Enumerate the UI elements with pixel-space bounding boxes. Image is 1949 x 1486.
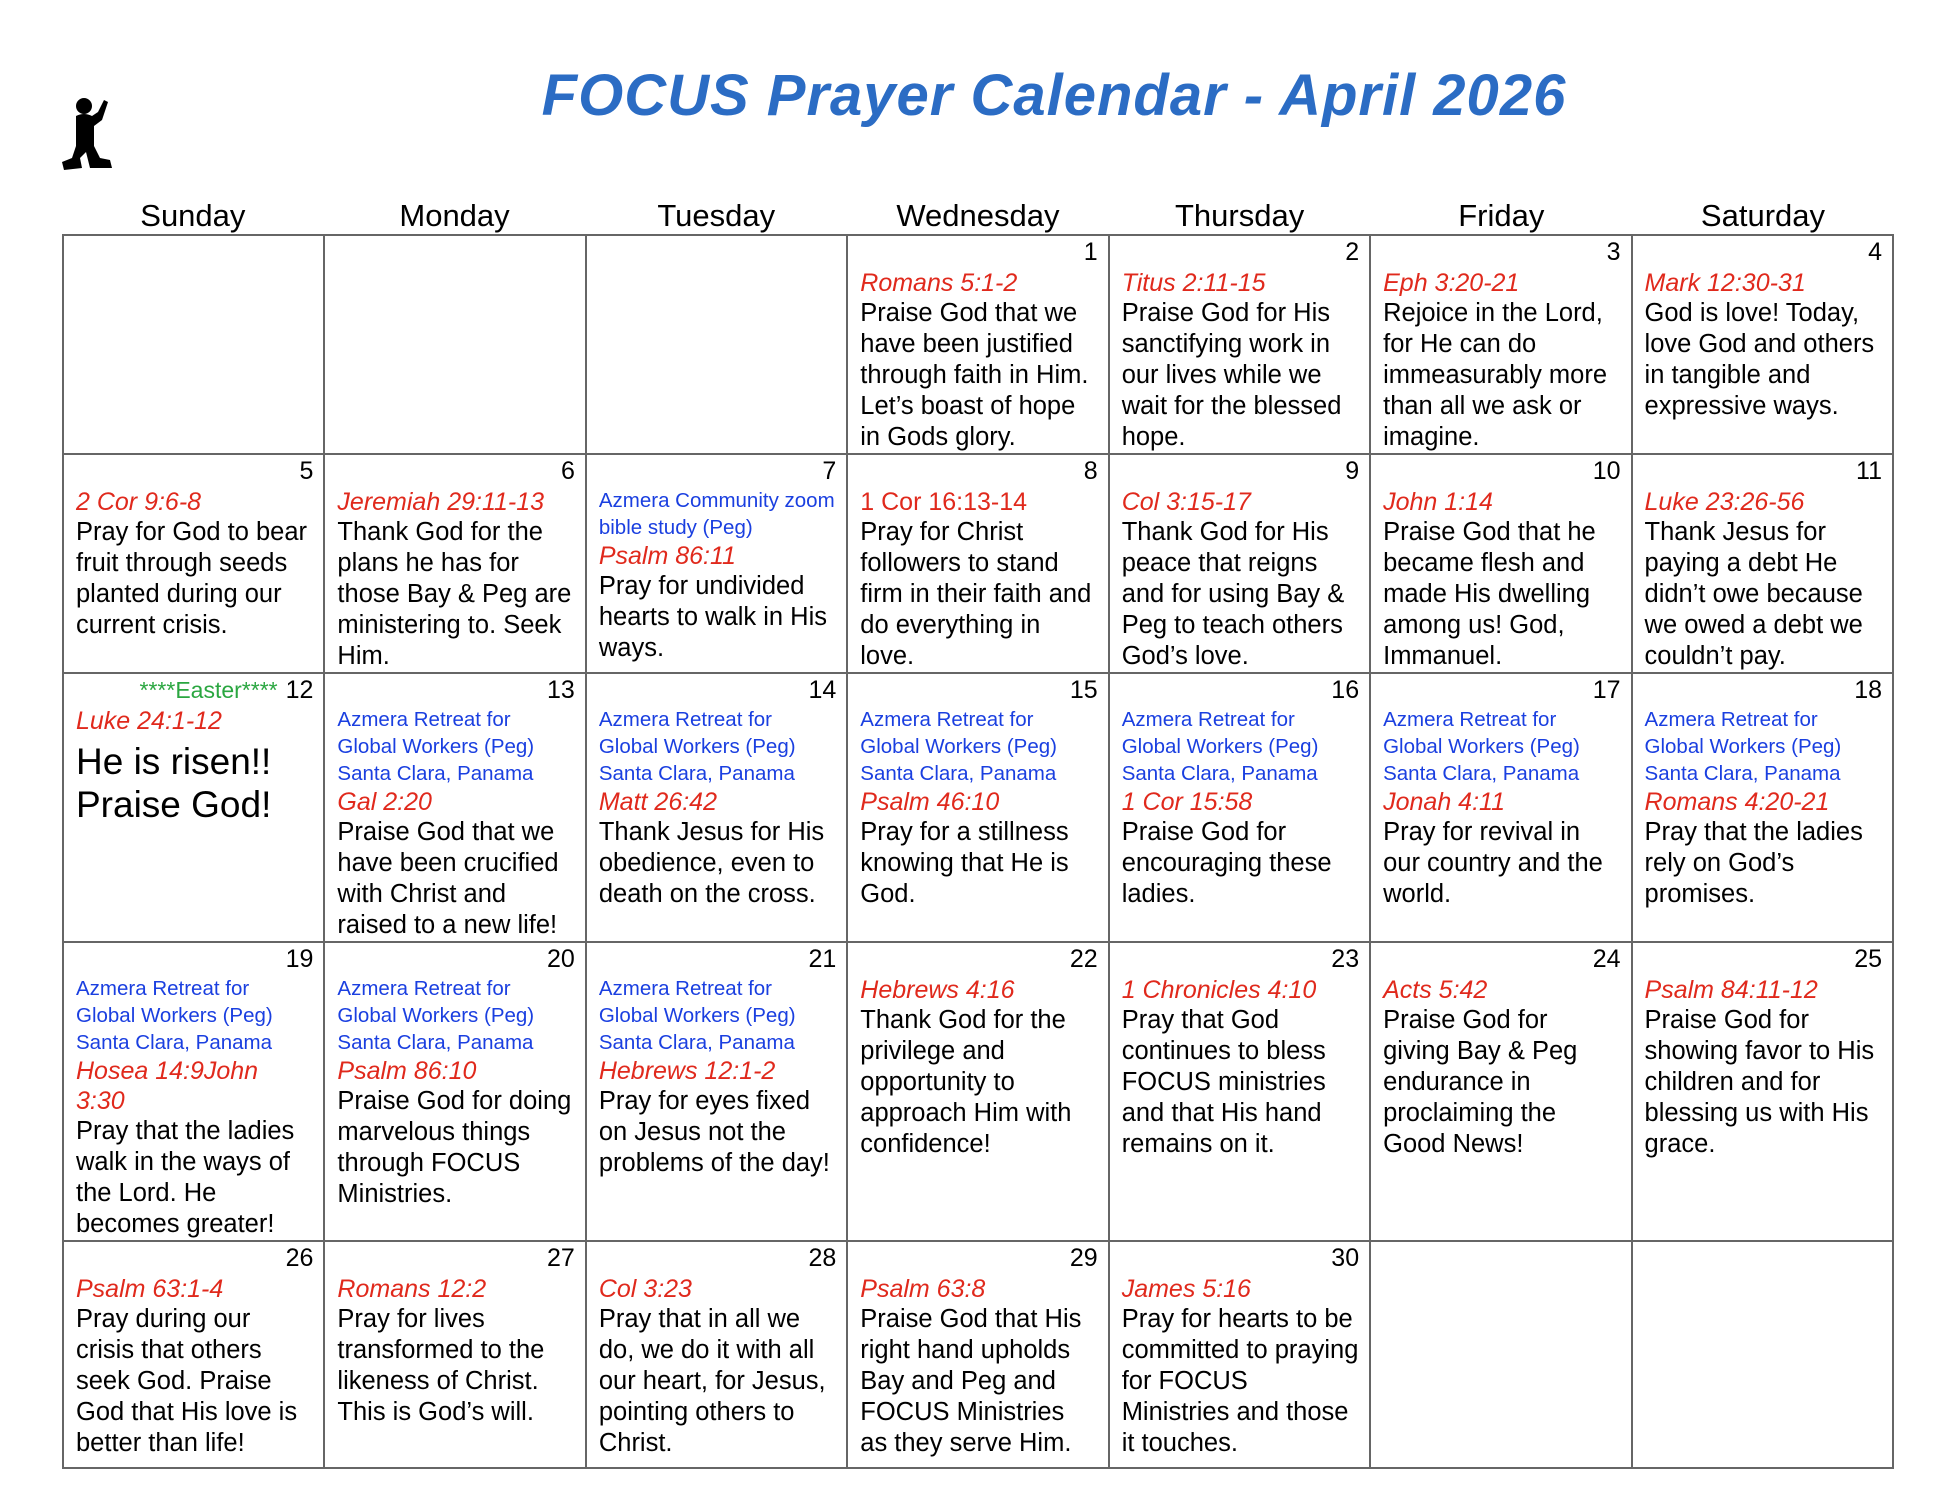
verse-reference: Hebrews 12:1-2 — [598, 1057, 776, 1085]
empty-day-cell — [586, 235, 847, 454]
day-cell — [1632, 942, 1893, 1241]
day-cell — [1370, 942, 1631, 1241]
empty-day-cell — [324, 235, 585, 454]
event-note: Azmera Community zoom bible study (Peg) — [598, 489, 835, 539]
prayer-text: Pray during our crisis that others seek God. Praise God that His love is better than life! — [76, 1305, 298, 1457]
day-number: 19 — [285, 945, 314, 973]
event-note: Azmera Retreat for Global Workers (Peg) Santa Clara, Panama — [1644, 708, 1842, 785]
prayer-text: Pray for eyes fixed on Jesus not the problems of the day! — [598, 1087, 830, 1177]
day-cell — [586, 673, 847, 942]
day-number: 22 — [1069, 945, 1098, 973]
day-cell — [324, 454, 585, 673]
day-number: 17 — [1592, 676, 1621, 704]
event-note: Azmera Retreat for Global Workers (Peg) Santa Clara, Panama — [860, 708, 1057, 785]
verse-reference: Psalm 86:11 — [598, 542, 736, 570]
day-number: 24 — [1592, 945, 1621, 973]
verse-reference: 2 Cor 9:6-8 — [76, 488, 202, 516]
day-number: 20 — [547, 945, 575, 973]
verse-reference: Romans 5:1-2 — [860, 269, 1018, 297]
week-row — [63, 673, 1893, 942]
empty-day-cell — [63, 235, 324, 454]
week-row — [63, 1241, 1893, 1468]
empty-day-cell — [1370, 1241, 1631, 1468]
prayer-text: Thank Jesus for paying a debt He didn’t owe because we owed a debt we couldn’t pay. — [1644, 518, 1863, 670]
day-number: 7 — [822, 457, 837, 485]
day-number: 18 — [1854, 676, 1882, 704]
prayer-text: Pray that the ladies walk in the ways of the Lord. He becomes greater! — [76, 1117, 295, 1238]
prayer-text: God is love! Today, love God and others in tangible and expressive ways. — [1644, 299, 1875, 420]
day-cell — [63, 454, 324, 673]
weekday-wednesday: Wednesday — [896, 198, 1060, 233]
prayer-text: Pray that God continues to bless FOCUS ministries and that His hand remains on it. — [1121, 1006, 1326, 1158]
weekday-friday: Friday — [1458, 198, 1545, 233]
verse-reference: Jonah 4:11 — [1383, 788, 1505, 816]
day-number: 6 — [560, 457, 575, 485]
day-cell — [586, 1241, 847, 1468]
verse-reference: Gal 2:20 — [337, 788, 432, 816]
day-number: 27 — [547, 1244, 575, 1272]
day-cell — [586, 454, 847, 673]
week-row — [63, 235, 1893, 454]
day-number: 15 — [1069, 676, 1098, 704]
day-number: 14 — [808, 676, 837, 704]
prayer-text: Thank God for His peace that reigns and for using Bay & Peg to teach others God’s love. — [1121, 518, 1345, 670]
day-number: 12 — [285, 676, 314, 704]
day-number: 3 — [1606, 238, 1621, 266]
verse-reference: 1 Cor 16:13-14 — [860, 488, 1028, 516]
verse-reference: Romans 12:2 — [337, 1275, 487, 1303]
weekday-monday: Monday — [399, 198, 510, 233]
day-cell — [847, 673, 1108, 942]
day-cell — [63, 942, 324, 1241]
prayer-text: Pray for a stillness knowing that He is God. — [860, 818, 1069, 908]
verse-reference: 1 Chronicles 4:10 — [1121, 976, 1317, 1004]
day-number: 29 — [1069, 1244, 1098, 1272]
day-cell — [1632, 235, 1893, 454]
verse-reference: Psalm 46:10 — [860, 788, 1000, 816]
day-number: 26 — [285, 1244, 314, 1272]
verse-reference: Psalm 63:8 — [860, 1275, 986, 1303]
verse-reference: Psalm 63:1-4 — [76, 1275, 224, 1303]
prayer-text: Pray for Christ followers to stand firm in their faith and do everything in love. — [860, 518, 1092, 670]
day-cell — [847, 1241, 1108, 1468]
day-cell — [1632, 454, 1893, 673]
prayer-text: Praise God for doing marvelous things through FOCUS Ministries. — [337, 1087, 572, 1208]
weekday-header-row — [62, 198, 1894, 236]
easter-label: ****Easter**** — [139, 677, 278, 703]
day-cell — [847, 454, 1108, 673]
prayer-text: Thank God for the privilege and opportunity to approach Him with confidence! — [860, 1006, 1072, 1158]
day-number: 4 — [1868, 238, 1882, 266]
verse-reference: 1 Cor 15:58 — [1121, 788, 1253, 816]
day-cell — [1632, 673, 1893, 942]
verse-reference: James 5:16 — [1121, 1275, 1251, 1303]
prayer-text: Praise God for showing favor to His children and for blessing us with His grace. — [1644, 1006, 1875, 1158]
event-note: Azmera Retreat for Global Workers (Peg) Santa Clara, Panama — [1383, 708, 1580, 785]
weekday-thursday: Thursday — [1174, 198, 1305, 233]
weekday-saturday: Saturday — [1700, 198, 1825, 233]
calendar-grid — [62, 234, 1894, 1469]
day-number: 21 — [808, 945, 837, 973]
day-number: 11 — [1856, 457, 1882, 485]
day-cell — [63, 1241, 324, 1468]
verse-reference: Titus 2:11-15 — [1121, 269, 1266, 297]
day-number: 25 — [1854, 945, 1882, 973]
day-cell — [847, 942, 1108, 1241]
verse-reference: Matt 26:42 — [598, 788, 717, 816]
day-number: 9 — [1345, 457, 1360, 485]
verse-reference: Col 3:15-17 — [1121, 488, 1251, 516]
prayer-text: Praise God for encouraging these ladies. — [1121, 818, 1332, 908]
week-row — [63, 942, 1893, 1241]
day-cell — [847, 235, 1108, 454]
event-note: Azmera Retreat for Global Workers (Peg) Santa Clara, Panama — [76, 977, 273, 1054]
day-cell — [1109, 235, 1370, 454]
verse-reference: Hebrews 4:16 — [860, 976, 1015, 1004]
prayer-text: Praise God that we have been crucified with Christ and raised to a new life! — [337, 818, 559, 939]
verse-reference: Acts 5:42 — [1383, 976, 1488, 1004]
prayer-text: Praise God for His sanctifying work in our lives while we wait for the blessed hope. — [1121, 299, 1342, 451]
verse-reference: Psalm 84:11-12 — [1644, 976, 1818, 1004]
prayer-text: Thank Jesus for His obedience, even to death on the cross. — [598, 818, 825, 908]
verse-reference: Mark 12:30-31 — [1644, 269, 1806, 297]
day-cell — [1109, 1241, 1370, 1468]
event-note: Azmera Retreat for Global Workers (Peg) Santa Clara, Panama — [337, 708, 535, 785]
prayer-text: Pray that in all we do, we do it with all our heart, for Jesus, pointing others to Christ. — [598, 1305, 826, 1457]
verse-reference: John 1:14 — [1383, 488, 1493, 516]
event-note: Azmera Retreat for Global Workers (Peg) Santa Clara, Panama — [598, 977, 796, 1054]
prayer-text: Pray for hearts to be committed to praying for FOCUS Ministries and those it touches. — [1121, 1305, 1359, 1457]
day-cell — [1109, 673, 1370, 942]
event-note: Azmera Retreat for Global Workers (Peg) Santa Clara, Panama — [337, 977, 535, 1054]
event-note: Azmera Retreat for Global Workers (Peg) Santa Clara, Panama — [1121, 708, 1319, 785]
day-number: 13 — [547, 676, 575, 704]
verse-reference: Col 3:23 — [598, 1275, 692, 1303]
prayer-text: Praise God for giving Bay & Peg endurance in proclaiming the Good News! — [1383, 1006, 1578, 1158]
prayer-text: Pray for God to bear fruit through seeds planted during our current crisis. — [76, 518, 308, 639]
prayer-text: Pray for lives transformed to the likeness of Christ. This is God’s will. — [337, 1305, 545, 1426]
day-cell — [1370, 454, 1631, 673]
prayer-text: Pray that the ladies rely on God’s promises. — [1644, 818, 1863, 908]
day-cell — [324, 942, 585, 1241]
page-title: FOCUS Prayer Calendar - April 2026 — [541, 63, 1567, 128]
day-number: 16 — [1331, 676, 1360, 704]
verse-reference: Psalm 86:10 — [337, 1057, 477, 1085]
prayer-text: Praise God that he became flesh and made His dwelling among us! God, Immanuel. — [1383, 518, 1596, 670]
verse-reference: Jeremiah 29:11-13 — [337, 488, 545, 516]
weekday-tuesday: Tuesday — [657, 198, 776, 233]
day-number: 10 — [1592, 457, 1621, 485]
prayer-text: Pray for revival in our country and the world. — [1383, 818, 1603, 908]
day-cell — [63, 673, 324, 942]
day-cell — [1370, 673, 1631, 942]
day-cell — [586, 942, 847, 1241]
verse-reference: Romans 4:20-21 — [1644, 788, 1830, 816]
weekday-sunday: Sunday — [140, 198, 246, 233]
day-number: 8 — [1083, 457, 1098, 485]
day-cell — [324, 1241, 585, 1468]
prayer-text: Thank God for the plans he has for those Bay & Peg are ministering to. Seek Him. — [337, 518, 572, 670]
prayer-text: Praise God that we have been justified through faith in Him. Let’s boast of hope in Gods glory. — [860, 299, 1089, 451]
verse-reference: Luke 23:26-56 — [1644, 488, 1805, 516]
day-number: 23 — [1331, 945, 1360, 973]
verse-reference: Eph 3:20-21 — [1383, 269, 1520, 297]
day-cell — [1109, 942, 1370, 1241]
event-note: Azmera Retreat for Global Workers (Peg) Santa Clara, Panama — [598, 708, 796, 785]
day-number: 2 — [1345, 238, 1360, 266]
day-number: 1 — [1083, 238, 1098, 266]
week-row — [63, 454, 1893, 673]
day-number: 28 — [808, 1244, 837, 1272]
prayer-text: Rejoice in the Lord, for He can do immeasurably more than all we ask or imagine. — [1383, 299, 1608, 451]
empty-day-cell — [1632, 1241, 1893, 1468]
day-cell — [1370, 235, 1631, 454]
day-number: 5 — [299, 457, 314, 485]
prayer-text: Praise God that His right hand upholds Bay and Peg and FOCUS Ministries as they serve Him. — [860, 1305, 1082, 1457]
day-cell — [324, 673, 585, 942]
verse-reference: Hosea 14:9John 3:30 — [76, 1057, 259, 1115]
day-cell — [1109, 454, 1370, 673]
prayer-text: Pray for undivided hearts to walk in His ways. — [598, 572, 828, 662]
day-number: 30 — [1331, 1244, 1360, 1272]
prayer-text: He is risen!! Praise God! — [76, 741, 272, 825]
verse-reference: Luke 24:1-12 — [76, 707, 222, 735]
